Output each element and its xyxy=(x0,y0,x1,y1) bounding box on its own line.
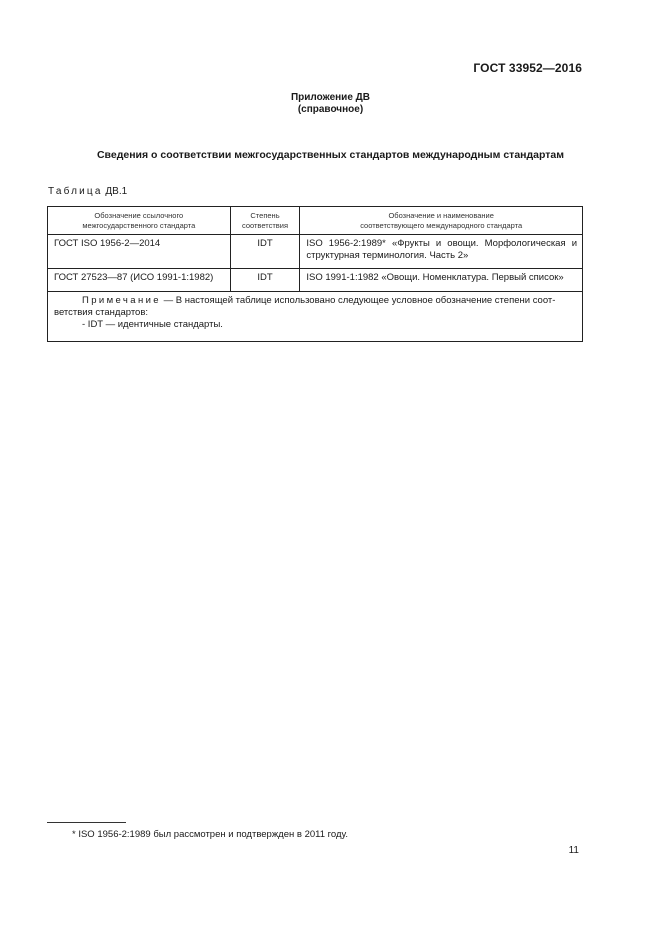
degree-cell: IDT xyxy=(230,269,300,292)
header-text: Обозначение и наименование xyxy=(388,210,494,220)
header-text: Обозначение ссылочного xyxy=(94,210,184,220)
note-line-1 xyxy=(54,295,576,307)
table-row xyxy=(48,269,583,292)
table-caption-id: ДВ.1 xyxy=(105,186,128,197)
note-line-2: ветствия стандартов: xyxy=(54,307,149,318)
table-caption-word: Таблица xyxy=(48,186,103,197)
footnote: * ISO 1956-2:1989 был рассмотрен и подтвержден в 2011 году. xyxy=(72,829,348,840)
document-code: ГОСТ 33952—2016 xyxy=(473,61,582,75)
reference-standard-cell: ГОСТ ISO 1956-2—2014 xyxy=(48,235,231,269)
appendix-title: Приложение ДВ xyxy=(290,92,371,103)
table-header-row xyxy=(48,207,583,235)
international-standard-cell: ISO 1956-2:1989* «Фрукты и овощи. Морфологическая и структурная терминология. Часть 2» xyxy=(300,235,583,269)
international-standard-cell: ISO 1991-1:1982 «Овощи. Номенклатура. Первый список» xyxy=(300,269,583,292)
footnote-divider xyxy=(47,822,126,823)
header-degree xyxy=(230,207,300,235)
table-note xyxy=(48,292,583,342)
header-reference-standard xyxy=(48,207,231,235)
page-number: 11 xyxy=(568,845,579,856)
degree-cell: IDT xyxy=(230,235,300,269)
standards-table xyxy=(47,206,583,342)
note-label: Примечание xyxy=(82,295,161,306)
header-text: соответствующего международного стандарта xyxy=(360,220,523,230)
appendix-subtitle: (справочное) xyxy=(297,104,364,115)
header-international-standard xyxy=(300,207,583,235)
table-row xyxy=(48,235,583,269)
header-text: соответствия xyxy=(241,220,289,230)
note-line-3: - IDT — идентичные стандарты. xyxy=(82,319,223,330)
note-text: — В настоящей таблице использовано следующее условное обозначение степени соот- xyxy=(161,295,556,306)
section-title: Сведения о соответствии межгосударственных стандартов международным стандартам xyxy=(96,149,565,161)
header-text: межгосударственного стандарта xyxy=(82,220,196,230)
reference-standard-cell: ГОСТ 27523—87 (ИСО 1991-1:1982) xyxy=(48,269,231,292)
header-text: Степень xyxy=(250,210,280,220)
table-caption xyxy=(48,186,127,197)
table-note-row xyxy=(48,292,583,342)
